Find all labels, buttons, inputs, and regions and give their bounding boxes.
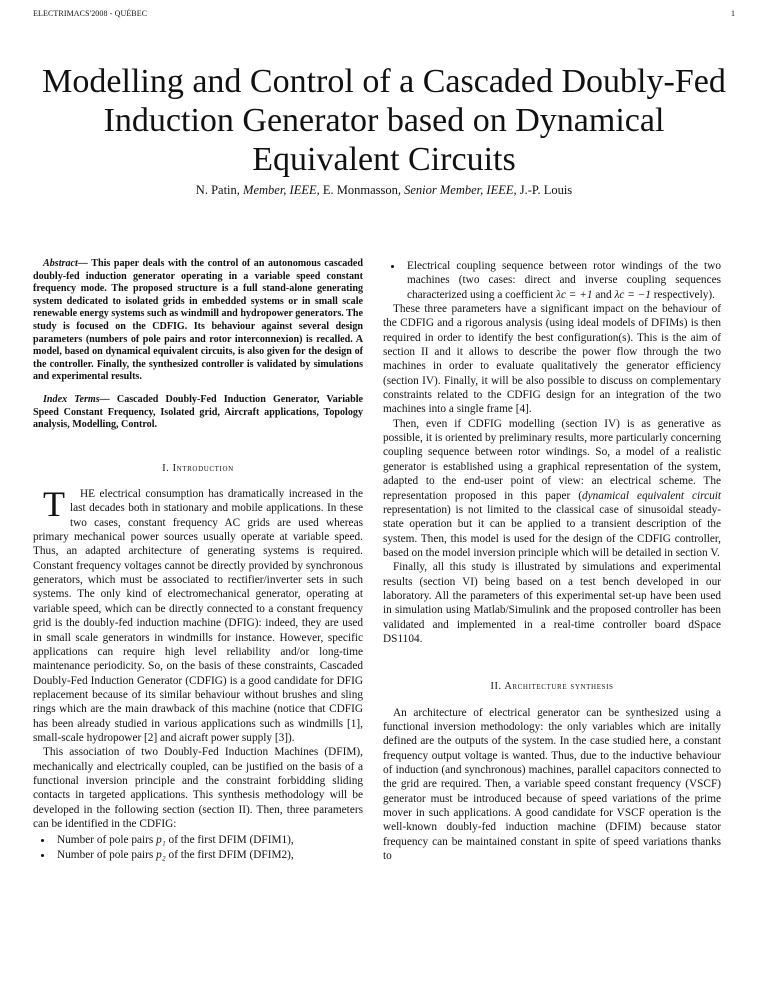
paragraph: Finally, all this study is illustrated by simulations and experimental results (section VI) being based on a test bench developed in our laboratory. All the parameters of this experimental set-up have been used in simulation using Matlab/Simulink and the proposed controller has been validated and implemented in a real-time controller board dSpace DS1104. <box>383 561 721 645</box>
intro-paragraph-1 <box>33 484 363 745</box>
author-2: E. Monmasson, <box>322 183 401 197</box>
index-terms <box>33 394 363 432</box>
parameter-list <box>33 833 363 862</box>
parameter-list-continued <box>383 259 721 302</box>
index-terms-label: Index Terms— <box>43 393 110 405</box>
list-item: • Number of pole pairs p₂ of the first DFIM (DFIM2), <box>53 848 363 862</box>
paragraph: These three parameters have a significant impact on the behaviour of the CDFIG and a rigorous analysis (using ideal models of DFIMs) is then required in order to identify the best configuration(s). This is the aim of section II and it allows to describe the power flow through the two machines in order to evaluate qualitatively the generator efficiency (section IV). Finally, it will be also possible to discuss on complementary constraints related to the CDFIG design for an integration of the two machines into a single frame [4]. <box>383 303 721 416</box>
right-column <box>383 232 721 863</box>
author-2-role: Senior Member, IEEE, <box>404 183 517 197</box>
abstract-label: Abstract— <box>43 258 88 269</box>
author-3: J.-P. Louis <box>519 183 573 197</box>
math-p1: p₁ <box>156 834 166 847</box>
emphasis: dynamical equivalent circuit <box>581 489 722 502</box>
math-lambda-inverse: λc = −1 <box>614 288 651 301</box>
drop-cap: T <box>43 484 65 525</box>
author-1-role: Member, IEEE, <box>243 183 320 197</box>
paragraph: An architecture of electrical generator can be synthesized using a functional inversion methodology: the only variables which are initally defined are the outputs of the system. In the case studied here, a constant frequency output voltage is wanted. Thus, due to the inductive behaviour of induction (and synchronous) machines, parallel capacitors connected to the grid are required. Then, a variable speed constant frequency (VSCF) generator must be introduced because of speed variations of the prime mover in such applications. A good candidate for VSCF operation is the well-known doubly-fed induction machine (DFIM) because stator frequency can be maintained constant in spite of speed variations thanks to <box>383 706 721 863</box>
paper-title: Modelling and Control of a Cascaded Doubly-Fed Induction Generator based on Dynamical Equivalent Circuits <box>42 63 726 178</box>
abstract-text: This paper deals with the control of an autonomous cascaded doubly-fed induction generator operating in a variable speed constant frequency mode. The proposed structure is a full stand-alone generating system dedicated to isolated grids in embedded systems or in small scale renewable energy systems such as windmill and hydropower generators. The study is focused on the CDFIG. Its behaviour against several design parameters (numbers of pole pairs and rotor interconnexion) is recalled. A model, based on dynamical equivalent circuits, is also given for the design of the controller. Finally, the synthesized controller is validated by simulations and experimental results. <box>33 258 363 383</box>
intro-paragraph-1-text: HE electrical consumption has dramatically increased in the last decades both in stationary and mobile applications. In these two cases, constant frequency AC grids are used whereas primary mechanical power sources usually operate at variable speed. Thus, an adapted architecture of generating systems is required. Constant frequency voltages cannot be directly provided by synchronous generators, which must be associated to rectifier/inverter sets in such systems. The only kind of electromechanical generator, operating at variable speed, which can be directly connected to a constant frequency grid is the doubly-fed induction machine (DFIG): indeed, they are used in small scale generators in windmills for instance. However, specific applications can require high level reliability and/or long-time maintenance periodicity. So, on the basis of these constraints, Cascaded Doubly-Fed Induction Generator (CDFIG) is a good candidate for DFIG replacement because of its similar behaviour without brushes and sling rings which are the main drawback of this machine (notice that CDFIG has been already studied in various applications such as windmills [1], small-scale hydropower [2] and aicraft power supply [3]). <box>33 488 363 744</box>
list-item: • Number of pole pairs p₁ of the first DFIM (DFIM1), <box>53 833 363 847</box>
intro-paragraph-2: This association of two Doubly-Fed Induction Machines (DFIM), mechanically and electrically coupled, can be justified on the basis of a functional inversion principle and the constraint forbidding sliding contacts in targeted applications. This synthesis methodology will be developed in the following section (section II). Then, three parameters can be identified in the CDFIG: <box>33 746 363 830</box>
abstract <box>33 258 363 384</box>
math-lambda-direct: λc = +1 <box>556 288 593 301</box>
running-header: ELECTRIMACS'2008 - QUÉBEC <box>33 9 148 18</box>
section-heading-architecture: II. Architecture synthesis <box>490 681 614 693</box>
section-heading-introduction: I. Introduction <box>162 462 234 474</box>
author-list <box>40 183 728 198</box>
paragraph: Then, even if CDFIG modelling (section IV) is as generative as possible, it is oriented by preliminary results, more particularly concerning coupling sequence between rotor windings. So, a model of a realistic generator is established using a graphical representation of the system, adapted to the end-user point of view: an electrical scheme. The representation proposed in this paper (dynamical equivalent circuit representation) is not limited to the classical case of sinusoidal steady-state operation but it can be applied to a transient description of the system. Then, this model is used for the design of the CDFIG controller, based on the model inversion principle which will be detailed in section V. <box>383 417 722 559</box>
math-p2: p₂ <box>156 848 166 861</box>
left-column <box>33 232 363 862</box>
page-number: 1 <box>731 9 735 18</box>
author-1: N. Patin, <box>195 183 240 197</box>
list-item: • Electrical coupling sequence between rotor windings of the two machines (two cases: direct and inverse coupling sequences characterized using a coefficient λc = +1 and λc = −1 respectively). <box>403 259 721 302</box>
index-terms-text: Cascaded Doubly-Fed Induction Generator, Variable Speed Constant Frequency, Isolated grid, Aircraft applications, Topology analysis, Modelling, Control. <box>33 393 363 431</box>
